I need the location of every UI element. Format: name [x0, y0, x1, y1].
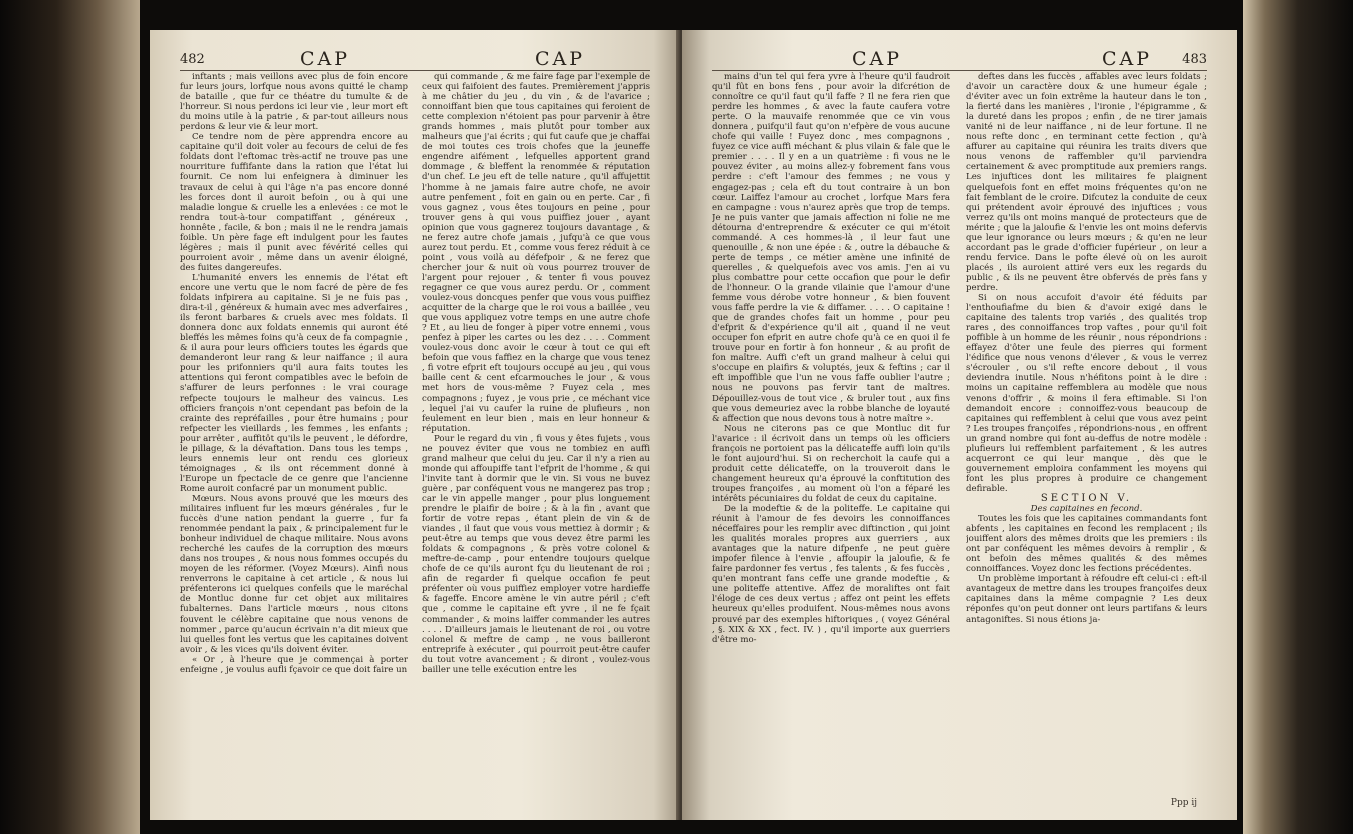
right-page-number: 483: [1182, 52, 1207, 67]
paragraph: Mœurs. Nous avons prouvé que les mœurs des militaires influent fur les mœurs générales , fur le fuccès d'une nation pendant la guerre , fur fa renommée pendant la paix , & principalement fur le bonheur individuel de chaque militaire. Nous avons recherché les caufes de la corruption des mœurs dans nos troupes , & nous nous fommes occupés du moyen de les réformer. (Voyez Mœurs). Ainfi nous renverrons le capitaine à cet article , & nous lui préfenterons ici quelques confeils que le maréchal de Montluc donne fur cet objet aux militaires fubalternes. Dans l'article mœurs , nous citons fouvent le célèbre capitaine que nous venons de nommer , parce qu'aucun écrivain n'a dit mieux que lui quelles font les vertus que les capitaines doivent avoir , & les vices qu'ils doivent éviter.: [180, 493, 408, 655]
left-column-1: [180, 72, 408, 812]
left-page: [150, 30, 680, 820]
right-running-head: [712, 48, 1207, 70]
section-title: SECTION V.: [1040, 492, 1133, 504]
paragraph: « Or , à l'heure que je commençai à porter enfeigne , je voulus aufli fçavoir ce que doit faire un: [180, 654, 408, 675]
book-edge-left: [0, 0, 140, 834]
left-head-word-1: CAP: [300, 48, 351, 70]
paragraph: inftants ; mais veillons avec plus de foin encore fur leurs jours, lorfque nous avons quitté le champ de bataille , que fur ce théatre du tumulte & de l'horreur. Si nous perdons ici leur vie , leur mort eft du moins utile à la patrie , & par-tout ailleurs nous perdons & leur vie & leur mort.: [180, 72, 408, 133]
left-head-rule: [180, 70, 650, 71]
paragraph: De la modeftie & de la politeffe. Le capitaine qui réunit à l'amour de fes devoirs les connoiffances néceffaires pour les remplir avec diftinction , qui joint les qualités morales propres aux guerriers , aux avantages que la nature difpenfe , ne peut guère impofer filence à l'envie , affoupir la jaloufie, & fe faire pardonner fes vertus , fes talents , & fes fuccès , qu'en montrant fans ceffe une grande modeftie , & une politeffe attentive. Affez de moraliftes ont fait l'éloge de ces deux vertus ; affez ont peint les effets heureux qu'elles produifent. Nous-mêmes nous avons prouvé par des exemples hiftoriques , ( voyez Général , §. XIX & XX , fect. IV. ) , qu'il importe aux guerriers d'être mo-: [712, 504, 950, 645]
paragraph: Si on nous accufoit d'avoir été féduits par l'enthoufiafme du bien & d'avoir exigé dans le capitaine des talents trop variés , des qualités trop rares , des connoiffances trop vaftes , pour qu'il foit poffible à un homme de les réunir , nous répondrions : effayez d'ôter une feule des pierres qui forment l'édifice que nous venons d'élever , & vous le verrez s'écrouler , ou s'il refte encore debout , il vous deviendra inutile. Nous n'héfitons point à le dire : moins un capitaine reffemblera au modèle que nous venons d'offrir , & moins il fera eftimable. Si l'on demandoit encore : connoiffez-vous beaucoup de capitaines qui reffemblent à celui que vous avez peint ? Les troupes françoifes , répondrions-nous , en offrent un grand nombre qui font au-deffus de notre modèle : plufieurs lui reffemblent parfaitement , & les autres acquerront ce qui leur manque , dès que le gouvernement emploira confamment les moyens qui font les plus propres à produire ce changement defirable.: [966, 293, 1207, 494]
right-head-rule: [712, 70, 1207, 71]
section-subtitle: Des capitaines en fecond.: [1030, 504, 1143, 515]
paragraph: qui commande , & me faire fage par l'exemple de ceux qui faifoient des fautes. Premièrement j'appris à me châtier du jeu , du vin , & de l'avarice ; connoiffant bien que tous capitaines qui feroient de cette complexion n'étoient pas pour parvenir à être grands hommes , mais plutôt pour tomber aux malheurs que j'ai écrits ; qui fut caufe que je chaffai de moi toutes ces trois chofes que la jeuneffe engendre aifément , lefquelles apportent grand dommage , & bleffent la renommée & réputation d'un chef. Le jeu eft de telle nature , qu'il affujettit l'homme à ne jamais faire autre chofe, ne avoir autre penfement , foit en gain ou en perte. Car , fi vous gagnez , vous êtes toujours en peine , pour trouver gens à qui vous puiffiez jouer , ayant opinion que vous gagnerez toujours davantage , & ne ferez autre chofe jamais , jufqu'à ce que vous aurez tout perdu. Et , comme vous ferez réduit à ce point , vous voilà au défefpoir , & ne ferez que chercher jour & nuit où vous pourrez trouver de l'argent pour rejouer , & tenter fi vous pouvez regagner ce que vous aurez perdu. Or , comment voulez-vous doncques penfer que vous vous puiffiez acquitter de la charge que le roi vous a baillée , veu que vous appliquez votre temps en une autre chofe ? Et , au lieu de fonger à piper votre ennemi , vous penfez à piper les cartes ou les dez . . . . Comment voulez-vous donc avoir le cœur à tout ce qui eft befoin que vous faffiez en la charge que vous tenez , fi votre efprit eft toujours occupé au jeu , qui vous baille cent & cent efcarmouches le jour , & vous met hors de vous-même ? Fuyez cela , mes compagnons ; fuyez , je vous prie , ce méchant vice , lequel j'ai vu caufer la ruine de plufieurs , non feulement en leur bien , mais en leur honneur & réputation.: [422, 72, 650, 434]
right-page: [682, 30, 1237, 820]
paragraph: deftes dans les fuccès , affables avec leurs foldats ; d'avoir un caractère doux & une humeur égale ; d'éviter avec un foin extrême la hauteur dans le ton , la fierté dans les manières , l'ironie , l'épigramme , & la dureté dans les propos ; enfin , de ne tirer jamais vanité ni de leur naiffance , ni de leur fortune. Il ne nous refte donc , en terminant cette fection , qu'à affurer au capitaine qui réunira les traits divers que nous venons de raffembler qu'il parviendra certainement & avec promptitude aux premiers rangs. Les injuftices dont les militaires fe plaignent quelquefois font en effet moins fréquentes qu'on ne fait femblant de le croire. Difcutez la conduite de ceux qui prétendent avoir éprouvé des injuftices ; vous verrez qu'ils ont moins manqué de protecteurs que de mérite ; que la jaloufie & l'envie les ont moins defervis que leur ignorance ou leurs mœurs ; & qu'en ne leur accordant pas le grade d'officier fupérieur , on leur a rendu fervice. Dans le pofte élevé où on les auroit placés , ils auroient attiré vers eux les regards du public , & ils ne peuvent être obfervés de près fans y perdre.: [966, 72, 1207, 293]
paragraph: Un problème important à réfoudre eft celui-ci : eft-il avantageux de mettre dans les troupes françoifes deux capitaines dans la même compagnie ? Les deux réponfes qu'on peut donner ont leurs partifans & leurs antagoniftes. Si nous étions ja-: [966, 574, 1207, 625]
left-running-head: [180, 48, 650, 70]
paragraph: L'humanité envers les ennemis de l'état eft encore une vertu que le nom facré de père de fes foldats infpirera au capitaine. Si je ne fuis pas , dira-t-il , généreux & humain avec mes adverfaires , ils feront barbares & cruels avec mes foldats. Il donnera donc aux foldats ennemis qui auront été bleffés les mêmes foins qu'à ceux de fa compagnie , & il aura pour leurs officiers toutes les égards que demanderont leur rang & leur naiffance ; il aura pour les prifonniers qu'il aura faits toutes les attentions qui feront compatibles avec le befoin de s'affurer de leurs perfonnes : le vrai courage refpecte toujours le malheur des vaincus. Les officiers françois n'ont cependant pas befoin de la crainte des repréfailles , pour être humains ; pour refpecter les vieillards , les femmes , les enfants ; pour arrêter , auffitôt qu'ils le peuvent , le défordre, le pillage, & la dévaftation. Dans tous les temps , leurs ennemis leur ont rendu ces glorieux témoignages , & ils ont récemment donné à l'Europe un fpectacle de ce genre que l'ancienne Rome auroit confacré par un monument public.: [180, 272, 408, 494]
paragraph: Ce tendre nom de père apprendra encore au capitaine qu'il doit voler au fecours de celui de fes foldats dont l'eftomac très-actif ne trouve pas une nourriture fuffifante dans la ration que l'état lui fournit. Ce nom lui enfeignera à diminuer les travaux de celui à qui l'âge n'a pas encore donné les forces dont il auroit befoin , ou à qui une maladie longue & cruelle les a enlevées : ce mot le rendra tout-à-tour compatiffant , généreux , honnête , facile, & bon ; mais il ne le rendra jamais foible. Un père fage eft indulgent pour les fautes légères ; mais il punit avec févérité celles qui pourroient avoir , même dans un avenir éloigné, des fuites dangereufes.: [180, 132, 408, 273]
paragraph: Nous ne citerons pas ce que Montluc dit fur l'avarice : il écrivoit dans un temps où les officiers françois ne portoient pas la délicateffe auffi loin qu'ils le font aujourd'hui. Si on recherchoit la caufe qui a produit cette délicateffe, on la trouveroit dans le changement heureux qu'a éprouvé la conftitution des troupes françoifes , au moment où l'on a féparé les intérêts pécuniaires du foldat de ceux du capitaine.: [712, 423, 950, 504]
right-head-word-2: CAP: [1102, 48, 1153, 70]
left-page-number: 482: [180, 52, 205, 67]
book-edge-right: [1243, 0, 1353, 834]
left-head-word-2: CAP: [535, 48, 586, 70]
paragraph: Pour le regard du vin , fi vous y êtes fujets , vous ne pouvez éviter que vous ne tombiez en auffi grand malheur que celui du jeu. Car il n'y a rien au monde qui affoupiffe tant l'efprit de l'homme , & qui l'invite tant à dormir que le vin. Si vous ne buvez guère , par conféquent vous ne mangerez pas trop ; car le vin appelle manger , pour plus longuement prendre le plaifir de boire ; & à la fin , avant que fortir de votre repas , étant plein de vin & de viandes , il faut que vous vous mettiez à dormir ; & peut-être au temps que vous devez être parmi les foldats & compagnons , & près votre colonel & meftre-de-camp , pour entendre toujours quelque chofe de ce qu'ils auront fçu du lieutenant de roi ; afin de regarder fi quelque occafion fe peut préfenter où vous puiffiez employer votre hardieffe & fageffe. Encore amène le vin autre péril ; c'eft que , comme le capitaine eft yvre , il ne fe fçait commander , & moins laiffer commander les autres . . . . D'ailleurs jamais le lieutenant de roi , ou votre colonel & meftre de camp , ne vous bailleront entreprife à exécuter , qui pourroit peut-être caufer du tout votre avancement ; & diront , voulez-vous bailler une telle exécution entre les: [422, 433, 650, 675]
left-column-2: [422, 72, 650, 812]
right-column-2: [966, 72, 1207, 794]
right-column-1: [712, 72, 950, 812]
signature-mark: Ppp ij: [1170, 798, 1197, 808]
paragraph: mains d'un tel qui fera yvre à l'heure qu'il faudroit qu'il fût en bons fens , pour avoir la difcrétion de connoître ce qu'il faut qu'il faffe ? Il ne fera rien que perdre les hommes , & avec la faute caufera votre perte. O la mauvaife renommée que ce vin vous donnera , puifqu'il faut qu'on n'efpère de vous aucune chofe qui vaille ! Fuyez donc , mes compagnons , fuyez ce vice auffi méchant & plus vilain & fale que le premier . . . . Il y en a un quatrième : fi vous ne le pouvez éviter , au moins allez-y fobrement fans vous perdre : c'eft l'amour des femmes ; ne vous y engagez-pas ; cela eft du tout contraire à un bon cœur. Laiffez l'amour au crochet , lorfque Mars fera en campagne : vous n'aurez après que trop de temps. Je ne puis vanter que jamais affection ni folie ne me détourna d'entreprendre & exécuter ce qui m'étoit commandé. A ces hommes-là , il leur faut une quenouille , & non une épée : & , outre la débauche & perte de temps , ce métier amène une infinité de querelles , & quelquefois avec vos amis. J'en ai vu plus combattre pour cette occafion que pour le defir de l'honneur. O la grande vilainie que l'amour d'une femme vous dérobe votre honneur , & bien fouvent vous faffe perdre la vie & diffamer. . . . . O capitaine ! que de grandes chofes fait un homme , pour peu d'efprit & d'expérience qu'il ait , quand il ne veut occuper fon efprit en autre chofe qu'à ce en quoi il fe trouve pour en fortir à fon honneur , & au profit de fon maître. Auffi c'eft un grand malheur à celui qui s'occupe en plaifirs & voluptés, jeux & feftins ; car il eft impoffible que l'un ne vous faffe oublier l'autre ; nous ne pouvons pas fervir tant de maîtres. Dépouillez-vous de tout vice , & bruler tout , aux fins que vous demeuriez avec la robbe blanche de loyauté & affection que nous devons tous à notre maître ».: [712, 72, 950, 424]
paragraph: Toutes les fois que les capitaines commandants font abfents , les capitaines en fecond les remplacent ; ils jouiffent alors des mêmes droits que les premiers : ils ont par conféquent les mêmes devoirs à remplir , & ont befoin des mêmes qualités & des mêmes connoiffances. Voyez donc les fections précédentes.: [966, 514, 1207, 575]
right-head-word-1: CAP: [852, 48, 903, 70]
